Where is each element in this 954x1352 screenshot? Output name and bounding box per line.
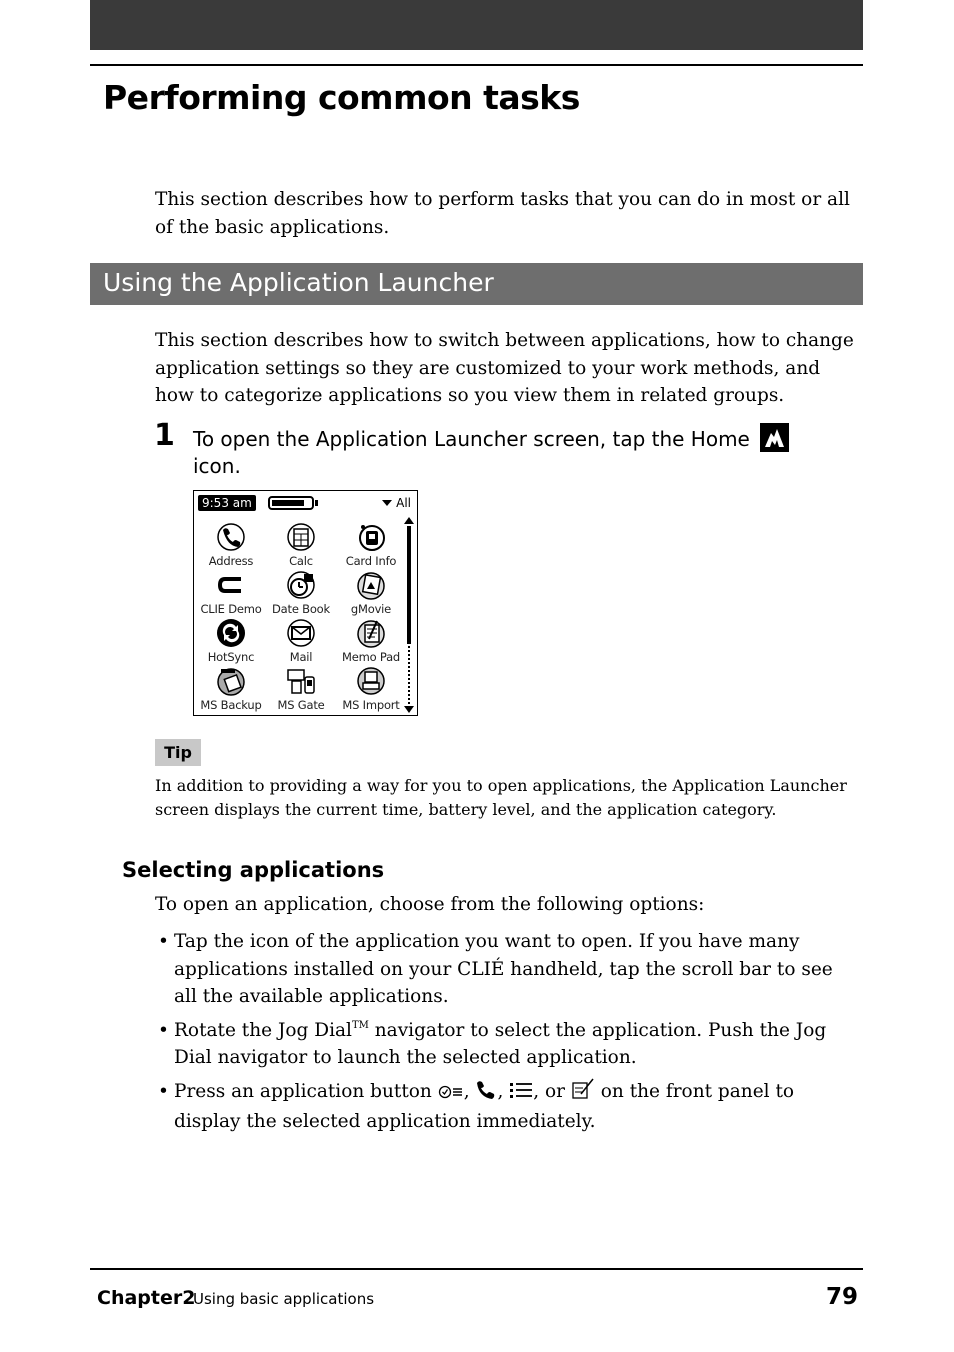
app-hotsync[interactable] xyxy=(194,617,268,664)
tip-label: Tip xyxy=(155,739,201,766)
mail-icon xyxy=(285,617,317,649)
app-memo-pad[interactable] xyxy=(334,617,408,664)
app-label: Card Info xyxy=(345,554,397,568)
app-label: HotSync xyxy=(207,650,255,664)
battery-icon xyxy=(268,496,314,510)
app-label: MS Import xyxy=(342,698,400,712)
option-button-text: Press an application button xyxy=(174,1080,438,1102)
memo-pad-icon xyxy=(355,617,387,649)
list-item xyxy=(158,1017,858,1072)
app-label: MS Backup xyxy=(200,698,262,712)
calculator-icon xyxy=(285,521,317,553)
card-info-icon xyxy=(355,521,387,553)
app-gmovie[interactable] xyxy=(334,569,408,616)
option-jog-dial-text: Rotate the Jog Dial xyxy=(174,1019,352,1041)
time-display: 9:53 am xyxy=(198,495,256,511)
subsection-heading: Selecting applications xyxy=(122,858,385,882)
subsection-intro: To open an application, choose from the following options: xyxy=(155,894,705,915)
gmovie-icon xyxy=(355,569,387,601)
app-label: Calc xyxy=(289,554,313,568)
option-jog-dial-text-rest: navigator to select the application. Push the Jog Dial navigator to launch the selected application. xyxy=(174,1019,827,1068)
scroll-up-arrow-icon[interactable] xyxy=(404,517,414,524)
app-label: gMovie xyxy=(350,602,392,616)
section-title: Using the Application Launcher xyxy=(103,268,494,297)
app-date-book[interactable] xyxy=(264,569,338,616)
header-rule xyxy=(90,64,863,66)
battery-tip xyxy=(315,500,318,506)
todo-list-button-icon xyxy=(509,1080,533,1109)
app-ms-import[interactable] xyxy=(334,665,408,712)
app-calc[interactable] xyxy=(264,521,338,568)
date-book-clock-icon xyxy=(285,569,317,601)
app-label: MS Gate xyxy=(277,698,325,712)
list-item xyxy=(158,928,858,1011)
step-instruction xyxy=(193,423,833,480)
step-text-before-icon: To open the Application Launcher screen, tap the Home xyxy=(193,427,750,451)
ms-gate-icon xyxy=(285,665,317,697)
app-clie-demo[interactable] xyxy=(194,569,268,616)
app-label: Memo Pad xyxy=(341,650,401,664)
app-ms-gate[interactable] xyxy=(264,665,338,712)
option-button-text-rest: on the front panel to display the selected application immediately. xyxy=(174,1080,795,1132)
home-icon xyxy=(760,423,789,452)
category-label: All xyxy=(396,496,411,510)
footer-chapter-title: Using basic applications xyxy=(193,1290,375,1308)
trademark-symbol: TM xyxy=(351,1019,369,1031)
app-label: Date Book xyxy=(272,602,330,616)
scroll-track[interactable] xyxy=(408,646,412,704)
footer-rule xyxy=(90,1268,863,1270)
address-phone-button-icon xyxy=(475,1080,497,1109)
app-address[interactable] xyxy=(194,521,268,568)
section-description: This section describes how to switch between applications, how to change application settings so they are customized to your work methods, and how to categorize applications so you view them in related groups. xyxy=(155,330,854,406)
option-tap-icon: Tap the icon of the application you want to open. If you have many applications installed on your CLIÉ handheld, tap the scroll bar to see all the available applications. xyxy=(174,931,833,1007)
separator: , xyxy=(497,1080,510,1102)
step-text-after-icon: icon. xyxy=(193,454,241,478)
ms-backup-icon xyxy=(215,665,247,697)
scroll-down-arrow-icon[interactable] xyxy=(404,706,414,713)
clie-demo-icon xyxy=(215,569,247,601)
date-book-button-icon xyxy=(438,1081,464,1109)
ms-import-icon xyxy=(355,665,387,697)
step-number: 1 xyxy=(154,418,175,453)
app-label: Mail xyxy=(289,650,313,664)
hotsync-icon xyxy=(215,617,247,649)
app-label: CLIE Demo xyxy=(200,602,262,616)
app-card-info[interactable] xyxy=(334,521,408,568)
list-item xyxy=(158,1078,858,1136)
options-list xyxy=(158,928,858,1142)
category-picker[interactable] xyxy=(382,496,411,510)
dropdown-triangle-icon xyxy=(382,500,392,506)
header-bar xyxy=(90,0,863,50)
tip-text: In addition to providing a way for you to open applications, the Application Launcher screen displays the current time, battery level, and the application category. xyxy=(155,776,847,819)
page-title: Performing common tasks xyxy=(103,78,580,117)
page-number: 79 xyxy=(826,1284,859,1310)
footer-chapter: Chapter2 xyxy=(97,1287,196,1309)
scroll-bar[interactable] xyxy=(407,521,411,707)
app-mail[interactable] xyxy=(264,617,338,664)
page-intro: This section describes how to perform tasks that you can do in most or all of the basic applications. xyxy=(155,189,850,238)
application-launcher-screenshot xyxy=(193,490,418,716)
address-phone-icon xyxy=(215,521,247,553)
app-ms-backup[interactable] xyxy=(194,665,268,712)
separator: , xyxy=(463,1080,476,1102)
scroll-thumb[interactable] xyxy=(407,526,411,644)
separator: , or xyxy=(533,1080,571,1102)
memo-pad-button-icon xyxy=(571,1078,595,1109)
app-label: Address xyxy=(208,554,254,568)
